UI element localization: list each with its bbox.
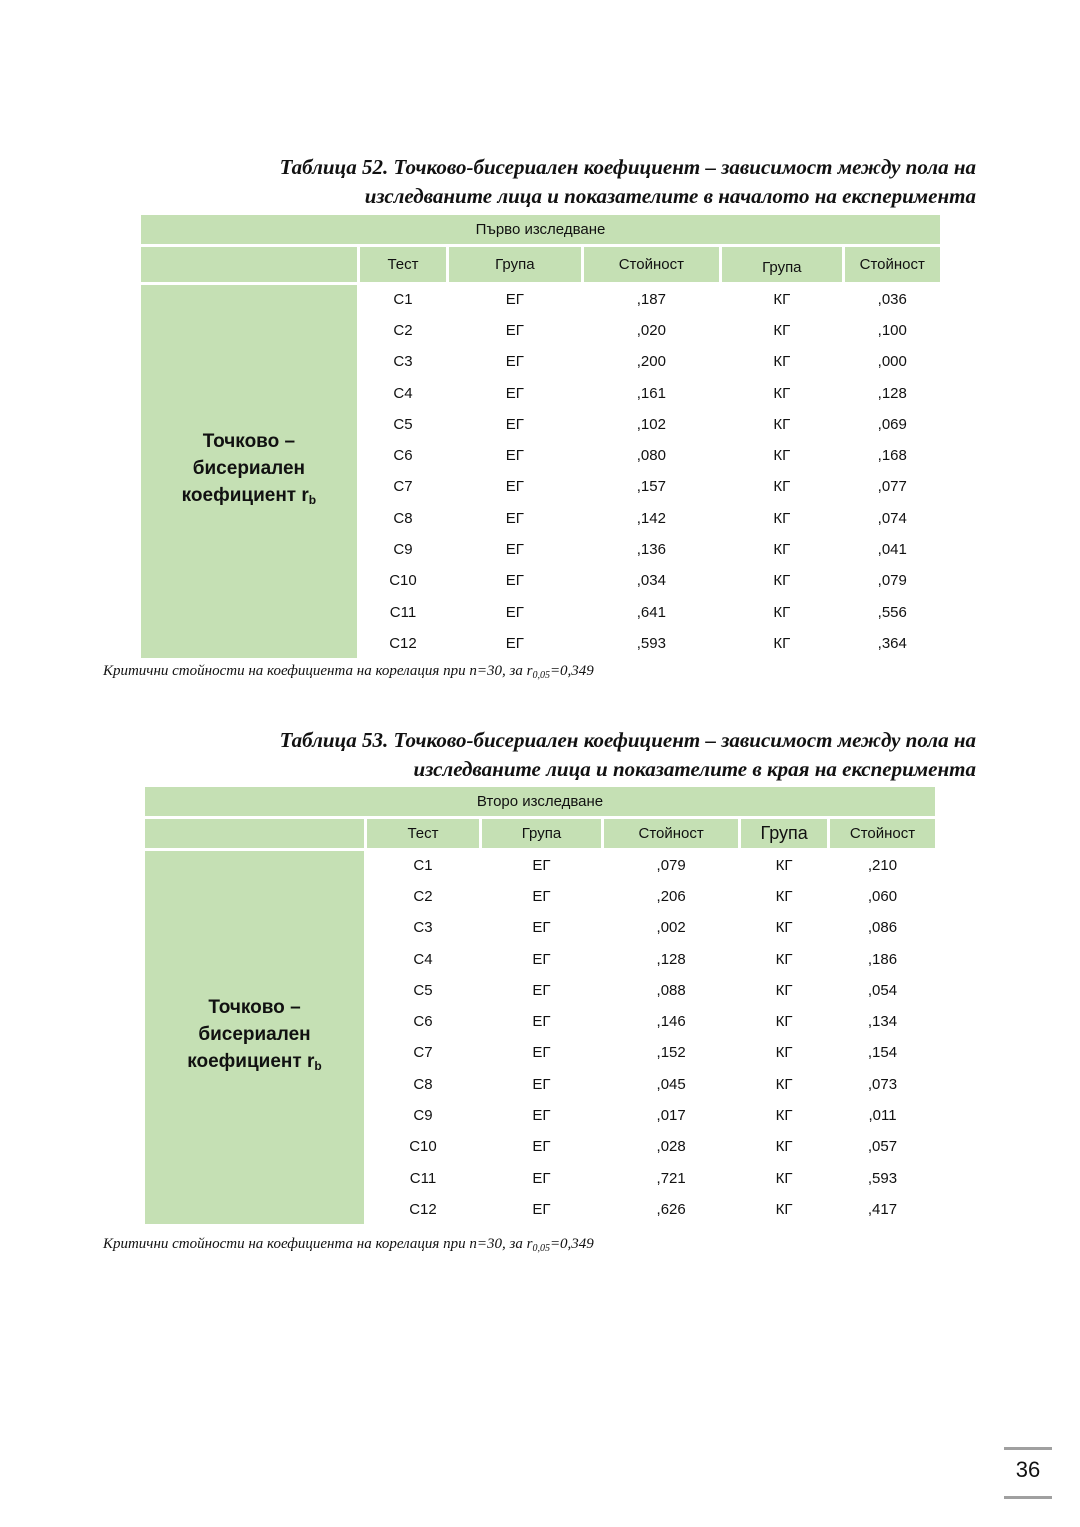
value-eg-cell: ,593 <box>636 634 666 652</box>
group-eg-cell: ЕГ <box>532 887 551 905</box>
group-kg-cell: КГ <box>773 290 791 308</box>
value-eg-cell: ,079 <box>656 856 686 874</box>
group-kg-cell: КГ <box>773 447 791 465</box>
value-kg-cell: ,593 <box>867 1169 898 1187</box>
group-kg-cell: КГ <box>775 981 793 999</box>
value-eg-cell: ,002 <box>656 919 686 937</box>
test-cell: C9 <box>413 1107 433 1125</box>
group-eg-cell: ЕГ <box>505 634 524 652</box>
table-53-caption-line2: изследваните лица и показателите в края на експеримента <box>413 757 976 781</box>
group-kg-cell: КГ <box>775 887 793 905</box>
value-kg-cell: ,128 <box>877 384 907 402</box>
group-eg-cell: ЕГ <box>532 856 551 874</box>
group-eg-cell: ЕГ <box>505 447 524 465</box>
value-kg-cell: ,036 <box>877 290 907 308</box>
table-52-caption-line1: Таблица 52. Точково-бисериален коефициент – зависимост между пола на <box>279 155 976 179</box>
group-kg-cell: КГ <box>775 1075 793 1093</box>
test-cell: C12 <box>409 1200 437 1218</box>
table-53-caption-line1: Таблица 53. Точково-бисериален коефициент – зависимост между пола на <box>279 728 976 752</box>
study-label: Второ изследване <box>145 787 935 816</box>
group-eg-cell: ЕГ <box>532 1013 551 1031</box>
test-cell: C9 <box>393 541 413 559</box>
value-eg-cell: ,028 <box>656 1138 686 1156</box>
value-eg-cell: ,136 <box>636 541 666 559</box>
value-eg-cell: ,626 <box>656 1200 686 1218</box>
value-kg-cell: ,041 <box>877 541 907 559</box>
test-cell: C1 <box>413 856 433 874</box>
group-kg-cell: КГ <box>773 541 791 559</box>
value-eg-cell: ,187 <box>636 290 666 308</box>
value-kg-cell: ,186 <box>867 950 898 968</box>
value-eg-cell: ,206 <box>656 887 686 905</box>
value-kg-cell: ,060 <box>867 887 898 905</box>
header-group-kg: Група <box>722 247 841 282</box>
group-eg-cell: ЕГ <box>532 1107 551 1125</box>
test-cell: C2 <box>393 321 413 339</box>
value-kg-cell: ,364 <box>877 634 907 652</box>
group-kg-cell: КГ <box>773 603 791 621</box>
test-cell: C5 <box>413 981 433 999</box>
test-cell: C1 <box>393 290 413 308</box>
value-kg-cell: ,054 <box>867 981 898 999</box>
value-kg-cell: ,100 <box>877 321 907 339</box>
group-eg-cell: ЕГ <box>505 478 524 496</box>
group-eg-cell: ЕГ <box>532 1044 551 1062</box>
value-eg-cell: ,641 <box>636 603 666 621</box>
test-cell: C11 <box>389 603 417 621</box>
value-eg-cell: ,045 <box>656 1075 686 1093</box>
test-cell: C3 <box>393 353 413 371</box>
group-eg-cell: ЕГ <box>532 1200 551 1218</box>
header-value-eg: Стойност <box>584 247 720 282</box>
group-eg-cell: ЕГ <box>505 415 524 433</box>
group-eg-cell: ЕГ <box>532 919 551 937</box>
group-kg-cell: КГ <box>773 478 791 496</box>
value-kg-cell: ,057 <box>867 1138 898 1156</box>
group-eg-cell: ЕГ <box>505 353 524 371</box>
table-52-note: Критични стойности на коефициента на корелация при n=30, за $r_{0,05}=0,349$ <box>103 663 594 681</box>
group-kg-cell: КГ <box>773 572 791 590</box>
value-eg-cell: ,721 <box>656 1169 686 1187</box>
table-row <box>145 851 935 879</box>
value-kg-cell: ,074 <box>877 509 907 527</box>
group-eg-cell: ЕГ <box>532 950 551 968</box>
group-eg-cell: ЕГ <box>532 981 551 999</box>
table-row <box>141 285 940 313</box>
value-eg-cell: ,088 <box>656 981 686 999</box>
group-kg-cell: КГ <box>775 1013 793 1031</box>
group-kg-cell: КГ <box>775 1138 793 1156</box>
test-cell: C7 <box>413 1044 433 1062</box>
group-eg-cell: ЕГ <box>505 572 524 590</box>
value-eg-cell: ,017 <box>656 1107 686 1125</box>
row-label: Точково – бисериален коефициент $r_b$ <box>145 851 364 1224</box>
group-kg-cell: КГ <box>775 1169 793 1187</box>
group-kg-cell: КГ <box>773 321 791 339</box>
group-kg-cell: КГ <box>773 509 791 527</box>
group-eg-cell: ЕГ <box>505 384 524 402</box>
test-cell: C4 <box>393 384 413 402</box>
value-eg-cell: ,080 <box>636 447 666 465</box>
study-label: Първо изследване <box>141 215 940 244</box>
value-eg-cell: ,152 <box>656 1044 686 1062</box>
header-value-kg: Стойност <box>845 247 940 282</box>
test-cell: C5 <box>393 415 413 433</box>
test-cell: C2 <box>413 887 433 905</box>
value-eg-cell: ,157 <box>636 478 666 496</box>
test-cell: C6 <box>413 1013 433 1031</box>
header-test: Тест <box>360 247 446 282</box>
group-eg-cell: ЕГ <box>505 541 524 559</box>
test-cell: C4 <box>413 950 433 968</box>
group-kg-cell: КГ <box>775 856 793 874</box>
test-cell: C6 <box>393 447 413 465</box>
group-kg-cell: КГ <box>773 353 791 371</box>
group-kg-cell: КГ <box>773 384 791 402</box>
page-number: 36 <box>1004 1447 1052 1499</box>
group-eg-cell: ЕГ <box>505 290 524 308</box>
value-eg-cell: ,146 <box>656 1013 686 1031</box>
value-eg-cell: ,020 <box>636 321 666 339</box>
group-kg-cell: КГ <box>775 919 793 937</box>
value-kg-cell: ,556 <box>877 603 907 621</box>
value-kg-cell: ,210 <box>867 856 898 874</box>
group-eg-cell: ЕГ <box>532 1138 551 1156</box>
test-cell: C8 <box>393 509 413 527</box>
test-cell: C8 <box>413 1075 433 1093</box>
header-value-kg: Стойност <box>830 819 935 848</box>
value-kg-cell: ,077 <box>877 478 907 496</box>
value-kg-cell: ,011 <box>868 1107 897 1125</box>
group-kg-cell: КГ <box>773 634 791 652</box>
value-eg-cell: ,034 <box>636 572 666 590</box>
table-52-caption-line2: изследваните лица и показателите в началото на експеримента <box>364 184 976 208</box>
value-eg-cell: ,102 <box>636 415 666 433</box>
value-kg-cell: ,154 <box>867 1044 898 1062</box>
header-group-kg: Група <box>741 819 827 848</box>
value-kg-cell: ,086 <box>867 919 898 937</box>
header-blank-cell <box>145 819 364 848</box>
table-52-caption <box>280 153 976 211</box>
test-cell: C10 <box>389 572 417 590</box>
value-kg-cell: ,069 <box>877 415 907 433</box>
group-kg-cell: КГ <box>775 1107 793 1125</box>
test-cell: C11 <box>409 1169 437 1187</box>
value-kg-cell: ,073 <box>867 1075 898 1093</box>
value-eg-cell: ,200 <box>636 353 666 371</box>
value-eg-cell: ,161 <box>636 384 666 402</box>
header-blank-cell <box>141 247 357 282</box>
group-kg-cell: КГ <box>775 1200 793 1218</box>
table-53 <box>142 784 938 1227</box>
test-cell: C3 <box>413 919 433 937</box>
table-52 <box>138 212 943 661</box>
test-cell: C7 <box>393 478 413 496</box>
group-kg-cell: КГ <box>773 415 791 433</box>
group-kg-cell: КГ <box>775 1044 793 1062</box>
test-cell: C12 <box>389 634 417 652</box>
group-kg-cell: КГ <box>775 950 793 968</box>
table-53-caption <box>280 726 976 784</box>
header-group-eg: Група <box>482 819 601 848</box>
value-kg-cell: ,417 <box>867 1200 898 1218</box>
row-label: Точково – бисериален коефициент $r_b$ <box>141 285 357 658</box>
header-test: Тест <box>367 819 479 848</box>
group-eg-cell: ЕГ <box>532 1169 551 1187</box>
header-value-eg: Стойност <box>604 819 738 848</box>
value-kg-cell: ,000 <box>877 353 907 371</box>
value-kg-cell: ,134 <box>867 1013 898 1031</box>
value-kg-cell: ,079 <box>877 572 907 590</box>
group-eg-cell: ЕГ <box>505 321 524 339</box>
group-eg-cell: ЕГ <box>532 1075 551 1093</box>
value-kg-cell: ,168 <box>877 447 907 465</box>
value-eg-cell: ,128 <box>656 950 686 968</box>
value-eg-cell: ,142 <box>636 509 666 527</box>
table-53-note: Критични стойности на коефициента на корелация при n=30, за $r_{0,05}=0,349$ <box>103 1236 594 1254</box>
test-cell: C10 <box>409 1138 437 1156</box>
group-eg-cell: ЕГ <box>505 603 524 621</box>
group-eg-cell: ЕГ <box>505 509 524 527</box>
header-group-eg: Група <box>449 247 580 282</box>
